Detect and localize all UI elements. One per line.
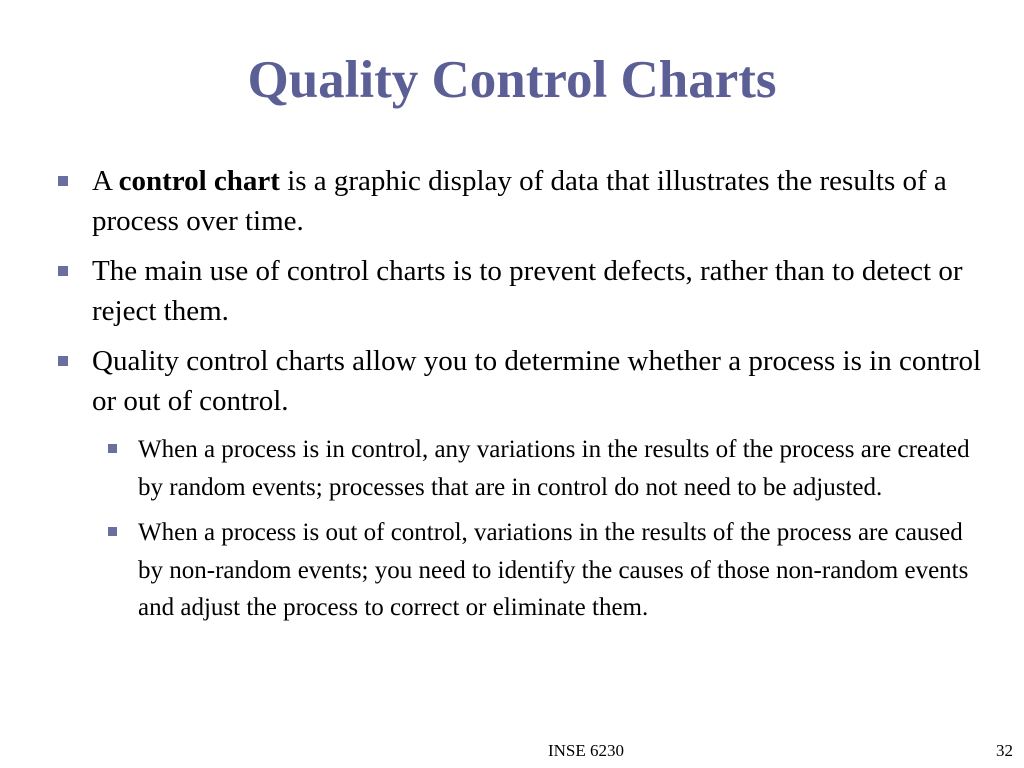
square-bullet-icon: [58, 176, 68, 186]
footer-page-number: 32: [996, 741, 1013, 760]
bullet-text-prefix: A: [92, 165, 119, 197]
bullet-list: [55, 161, 985, 635]
bullet-text: Quality control charts allow you to determine whether a process is in control or out of control.: [92, 345, 982, 417]
square-bullet-icon: [58, 356, 68, 366]
bullet-text-rest: is a graphic display of data that illustrates the results of a process over time.: [92, 165, 947, 237]
sub-bullet-item: [55, 431, 985, 506]
square-bullet-icon: [58, 266, 68, 276]
square-bullet-icon: [108, 527, 117, 536]
bullet-item: [55, 251, 985, 331]
bullet-bold-term: control chart: [118, 165, 280, 197]
bullet-item: [55, 161, 985, 241]
footer-course: INSE 6230: [547, 741, 624, 760]
square-bullet-icon: [108, 444, 117, 453]
bullet-item: [55, 341, 985, 421]
bullet-text: The main use of control charts is to prevent defects, rather than to detect or reject them.: [92, 255, 963, 327]
sub-bullet-text: When a process is out of control, variations in the results of the process are caused by non-random events; you need to identify the causes of those non-random events and adjust the process to correct or eliminate them.: [138, 519, 969, 621]
sub-bullet-item: [55, 514, 985, 627]
slide-title: Quality Control Charts: [247, 51, 777, 109]
sub-bullet-text: When a process is in control, any variations in the results of the process are created by random events; processes that are in control do not need to be adjusted.: [138, 436, 970, 501]
